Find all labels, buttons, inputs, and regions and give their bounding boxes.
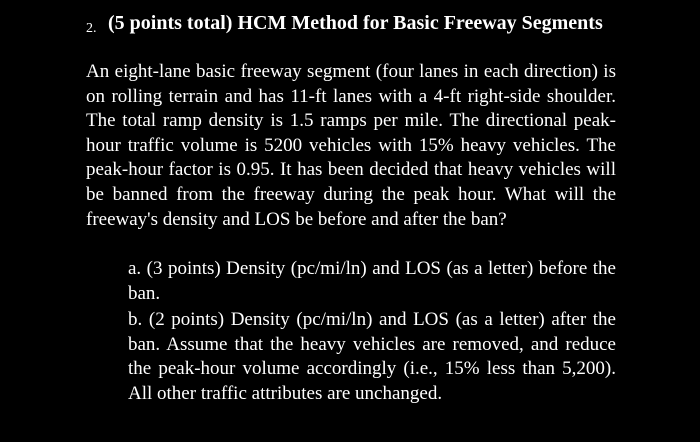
question-part-a: a. (3 points) Density (pc/mi/ln) and LOS (as a letter) before the ban. [128, 258, 616, 304]
question-part-b: b. (2 points) Density (pc/mi/ln) and LOS (as a letter) after the ban. Assume that the heavy vehicles are removed, and reduce the peak-hour volume accordingly (i.e., 15% less than 5,200). All other traffic attributes are unchanged. [128, 309, 616, 404]
question-body: An eight-lane basic freeway segment (four lanes in each direction) is on rolling terrain and has 11-ft lanes with a 4-ft right-side shoulder. The total ramp density is 1.5 ramps per mile. The directional peak-hour traffic volume is 5200 vehicles with 15% heavy vehicles. The peak-hour factor is 0.95. It has been decided that heavy vehicles will be banned from the freeway during the peak hour. What will the freeway's density and LOS be before and after the ban? [86, 61, 616, 230]
question-title: (5 points total) HCM Method for Basic Freeway Segments [108, 12, 603, 34]
question-parts [128, 257, 616, 406]
question-number: 2. [86, 21, 97, 36]
